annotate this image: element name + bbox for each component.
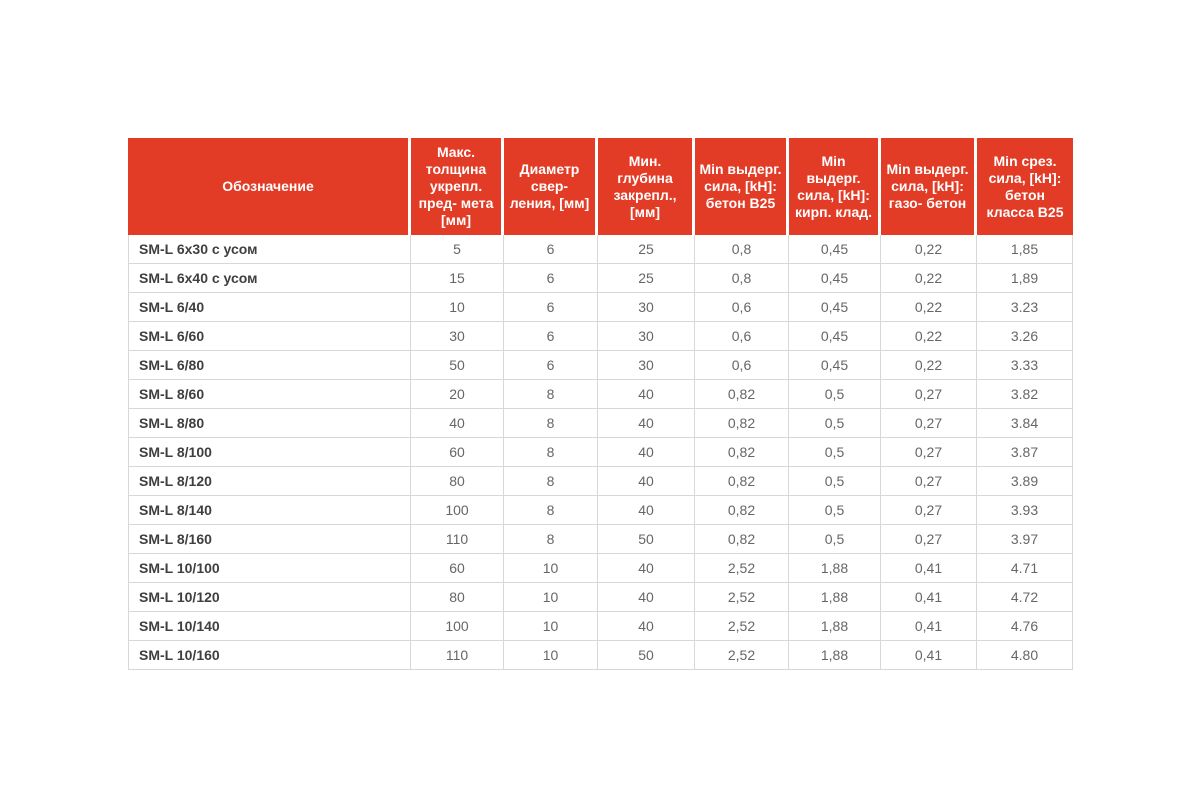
value-cell: 40: [598, 554, 695, 583]
value-cell: 25: [598, 235, 695, 264]
value-cell: 1,88: [789, 554, 881, 583]
value-cell: 25: [598, 264, 695, 293]
value-cell: 0,6: [695, 351, 789, 380]
value-cell: 1,85: [977, 235, 1073, 264]
value-cell: 60: [411, 438, 504, 467]
value-cell: 0,5: [789, 525, 881, 554]
value-cell: 3.84: [977, 409, 1073, 438]
table-row: [128, 380, 1073, 409]
designation-cell: SM-L 10/100: [128, 554, 411, 583]
spec-table: [128, 138, 1073, 670]
value-cell: 10: [504, 612, 598, 641]
designation-cell: SM-L 6/40: [128, 293, 411, 322]
value-cell: 8: [504, 380, 598, 409]
table-row: [128, 583, 1073, 612]
value-cell: 0,82: [695, 438, 789, 467]
value-cell: 50: [598, 525, 695, 554]
value-cell: 0,22: [881, 293, 977, 322]
value-cell: 6: [504, 264, 598, 293]
value-cell: 4.71: [977, 554, 1073, 583]
column-header-min-shear-concrete-b25: Min срез. сила, [kH]: бетон класса В25: [977, 138, 1073, 235]
value-cell: 0,5: [789, 438, 881, 467]
designation-cell: SM-L 6x40 с усом: [128, 264, 411, 293]
value-cell: 40: [598, 467, 695, 496]
value-cell: 1,88: [789, 641, 881, 670]
value-cell: 3.87: [977, 438, 1073, 467]
value-cell: 3.89: [977, 467, 1073, 496]
table-row: [128, 438, 1073, 467]
value-cell: 30: [598, 351, 695, 380]
value-cell: 0,22: [881, 322, 977, 351]
table-header: [128, 138, 1073, 235]
value-cell: 0,82: [695, 409, 789, 438]
column-header-min-pullout-aerated-concrete: Min выдерг. сила, [kH]: газо- бетон: [881, 138, 977, 235]
value-cell: 0,27: [881, 496, 977, 525]
column-header-drill-diameter: Диаметр свер- ления, [мм]: [504, 138, 598, 235]
value-cell: 6: [504, 351, 598, 380]
value-cell: 60: [411, 554, 504, 583]
value-cell: 8: [504, 496, 598, 525]
value-cell: 10: [504, 554, 598, 583]
value-cell: 3.23: [977, 293, 1073, 322]
designation-cell: SM-L 10/160: [128, 641, 411, 670]
designation-cell: SM-L 8/60: [128, 380, 411, 409]
designation-cell: SM-L 8/140: [128, 496, 411, 525]
value-cell: 0,6: [695, 322, 789, 351]
table-row: [128, 293, 1073, 322]
column-header-min-pullout-brickwork: Min выдерг. сила, [kH]: кирп. клад.: [789, 138, 881, 235]
table-row: [128, 351, 1073, 380]
table-row: [128, 322, 1073, 351]
value-cell: 4.76: [977, 612, 1073, 641]
value-cell: 3.82: [977, 380, 1073, 409]
value-cell: 10: [504, 583, 598, 612]
value-cell: 0,41: [881, 554, 977, 583]
value-cell: 3.93: [977, 496, 1073, 525]
value-cell: 30: [598, 322, 695, 351]
designation-cell: SM-L 10/120: [128, 583, 411, 612]
table-row: [128, 264, 1073, 293]
value-cell: 0,82: [695, 525, 789, 554]
value-cell: 1,89: [977, 264, 1073, 293]
table-row: [128, 235, 1073, 264]
column-header-min-anchoring-depth: Мин. глубина закрепл., [мм]: [598, 138, 695, 235]
value-cell: 1,88: [789, 612, 881, 641]
value-cell: 100: [411, 612, 504, 641]
value-cell: 40: [411, 409, 504, 438]
value-cell: 0,22: [881, 351, 977, 380]
value-cell: 0,27: [881, 438, 977, 467]
table-row: [128, 496, 1073, 525]
value-cell: 6: [504, 235, 598, 264]
column-header-min-pullout-concrete-b25: Min выдерг. сила, [kH]: бетон В25: [695, 138, 789, 235]
designation-cell: SM-L 8/160: [128, 525, 411, 554]
value-cell: 0,5: [789, 496, 881, 525]
value-cell: 30: [411, 322, 504, 351]
column-header-max-thickness: Макс. толщина укрепл. пред- мета [мм]: [411, 138, 504, 235]
value-cell: 0,41: [881, 641, 977, 670]
value-cell: 0,8: [695, 264, 789, 293]
designation-cell: SM-L 6x30 с усом: [128, 235, 411, 264]
value-cell: 0,5: [789, 380, 881, 409]
value-cell: 0,82: [695, 380, 789, 409]
header-row: [128, 138, 1073, 235]
value-cell: 0,41: [881, 583, 977, 612]
value-cell: 6: [504, 293, 598, 322]
value-cell: 0,22: [881, 264, 977, 293]
table-row: [128, 525, 1073, 554]
value-cell: 40: [598, 380, 695, 409]
value-cell: 80: [411, 467, 504, 496]
value-cell: 20: [411, 380, 504, 409]
value-cell: 0,45: [789, 264, 881, 293]
value-cell: 40: [598, 583, 695, 612]
value-cell: 8: [504, 467, 598, 496]
value-cell: 0,22: [881, 235, 977, 264]
value-cell: 3.97: [977, 525, 1073, 554]
value-cell: 0,82: [695, 467, 789, 496]
value-cell: 8: [504, 409, 598, 438]
value-cell: 2,52: [695, 583, 789, 612]
value-cell: 0,5: [789, 409, 881, 438]
value-cell: 40: [598, 496, 695, 525]
value-cell: 6: [504, 322, 598, 351]
value-cell: 4.80: [977, 641, 1073, 670]
table-body: [128, 235, 1073, 670]
value-cell: 100: [411, 496, 504, 525]
designation-cell: SM-L 8/100: [128, 438, 411, 467]
value-cell: 2,52: [695, 641, 789, 670]
value-cell: 0,27: [881, 467, 977, 496]
table-row: [128, 409, 1073, 438]
value-cell: 3.26: [977, 322, 1073, 351]
value-cell: 80: [411, 583, 504, 612]
table-row: [128, 612, 1073, 641]
value-cell: 4.72: [977, 583, 1073, 612]
value-cell: 0,6: [695, 293, 789, 322]
value-cell: 1,88: [789, 583, 881, 612]
designation-cell: SM-L 8/80: [128, 409, 411, 438]
value-cell: 0,27: [881, 409, 977, 438]
table-row: [128, 554, 1073, 583]
value-cell: 5: [411, 235, 504, 264]
column-header-designation: Обозначение: [128, 138, 411, 235]
value-cell: 2,52: [695, 554, 789, 583]
value-cell: 50: [598, 641, 695, 670]
value-cell: 0,82: [695, 496, 789, 525]
value-cell: 0,45: [789, 322, 881, 351]
value-cell: 40: [598, 409, 695, 438]
value-cell: 50: [411, 351, 504, 380]
value-cell: 10: [411, 293, 504, 322]
value-cell: 15: [411, 264, 504, 293]
value-cell: 3.33: [977, 351, 1073, 380]
value-cell: 0,45: [789, 351, 881, 380]
value-cell: 0,45: [789, 235, 881, 264]
value-cell: 40: [598, 612, 695, 641]
value-cell: 40: [598, 438, 695, 467]
value-cell: 0,45: [789, 293, 881, 322]
value-cell: 2,52: [695, 612, 789, 641]
designation-cell: SM-L 10/140: [128, 612, 411, 641]
value-cell: 0,8: [695, 235, 789, 264]
value-cell: 8: [504, 525, 598, 554]
value-cell: 8: [504, 438, 598, 467]
value-cell: 0,27: [881, 525, 977, 554]
designation-cell: SM-L 6/60: [128, 322, 411, 351]
table-row: [128, 641, 1073, 670]
value-cell: 0,27: [881, 380, 977, 409]
value-cell: 0,5: [789, 467, 881, 496]
value-cell: 110: [411, 525, 504, 554]
value-cell: 110: [411, 641, 504, 670]
value-cell: 30: [598, 293, 695, 322]
designation-cell: SM-L 8/120: [128, 467, 411, 496]
value-cell: 10: [504, 641, 598, 670]
table-row: [128, 467, 1073, 496]
value-cell: 0,41: [881, 612, 977, 641]
designation-cell: SM-L 6/80: [128, 351, 411, 380]
